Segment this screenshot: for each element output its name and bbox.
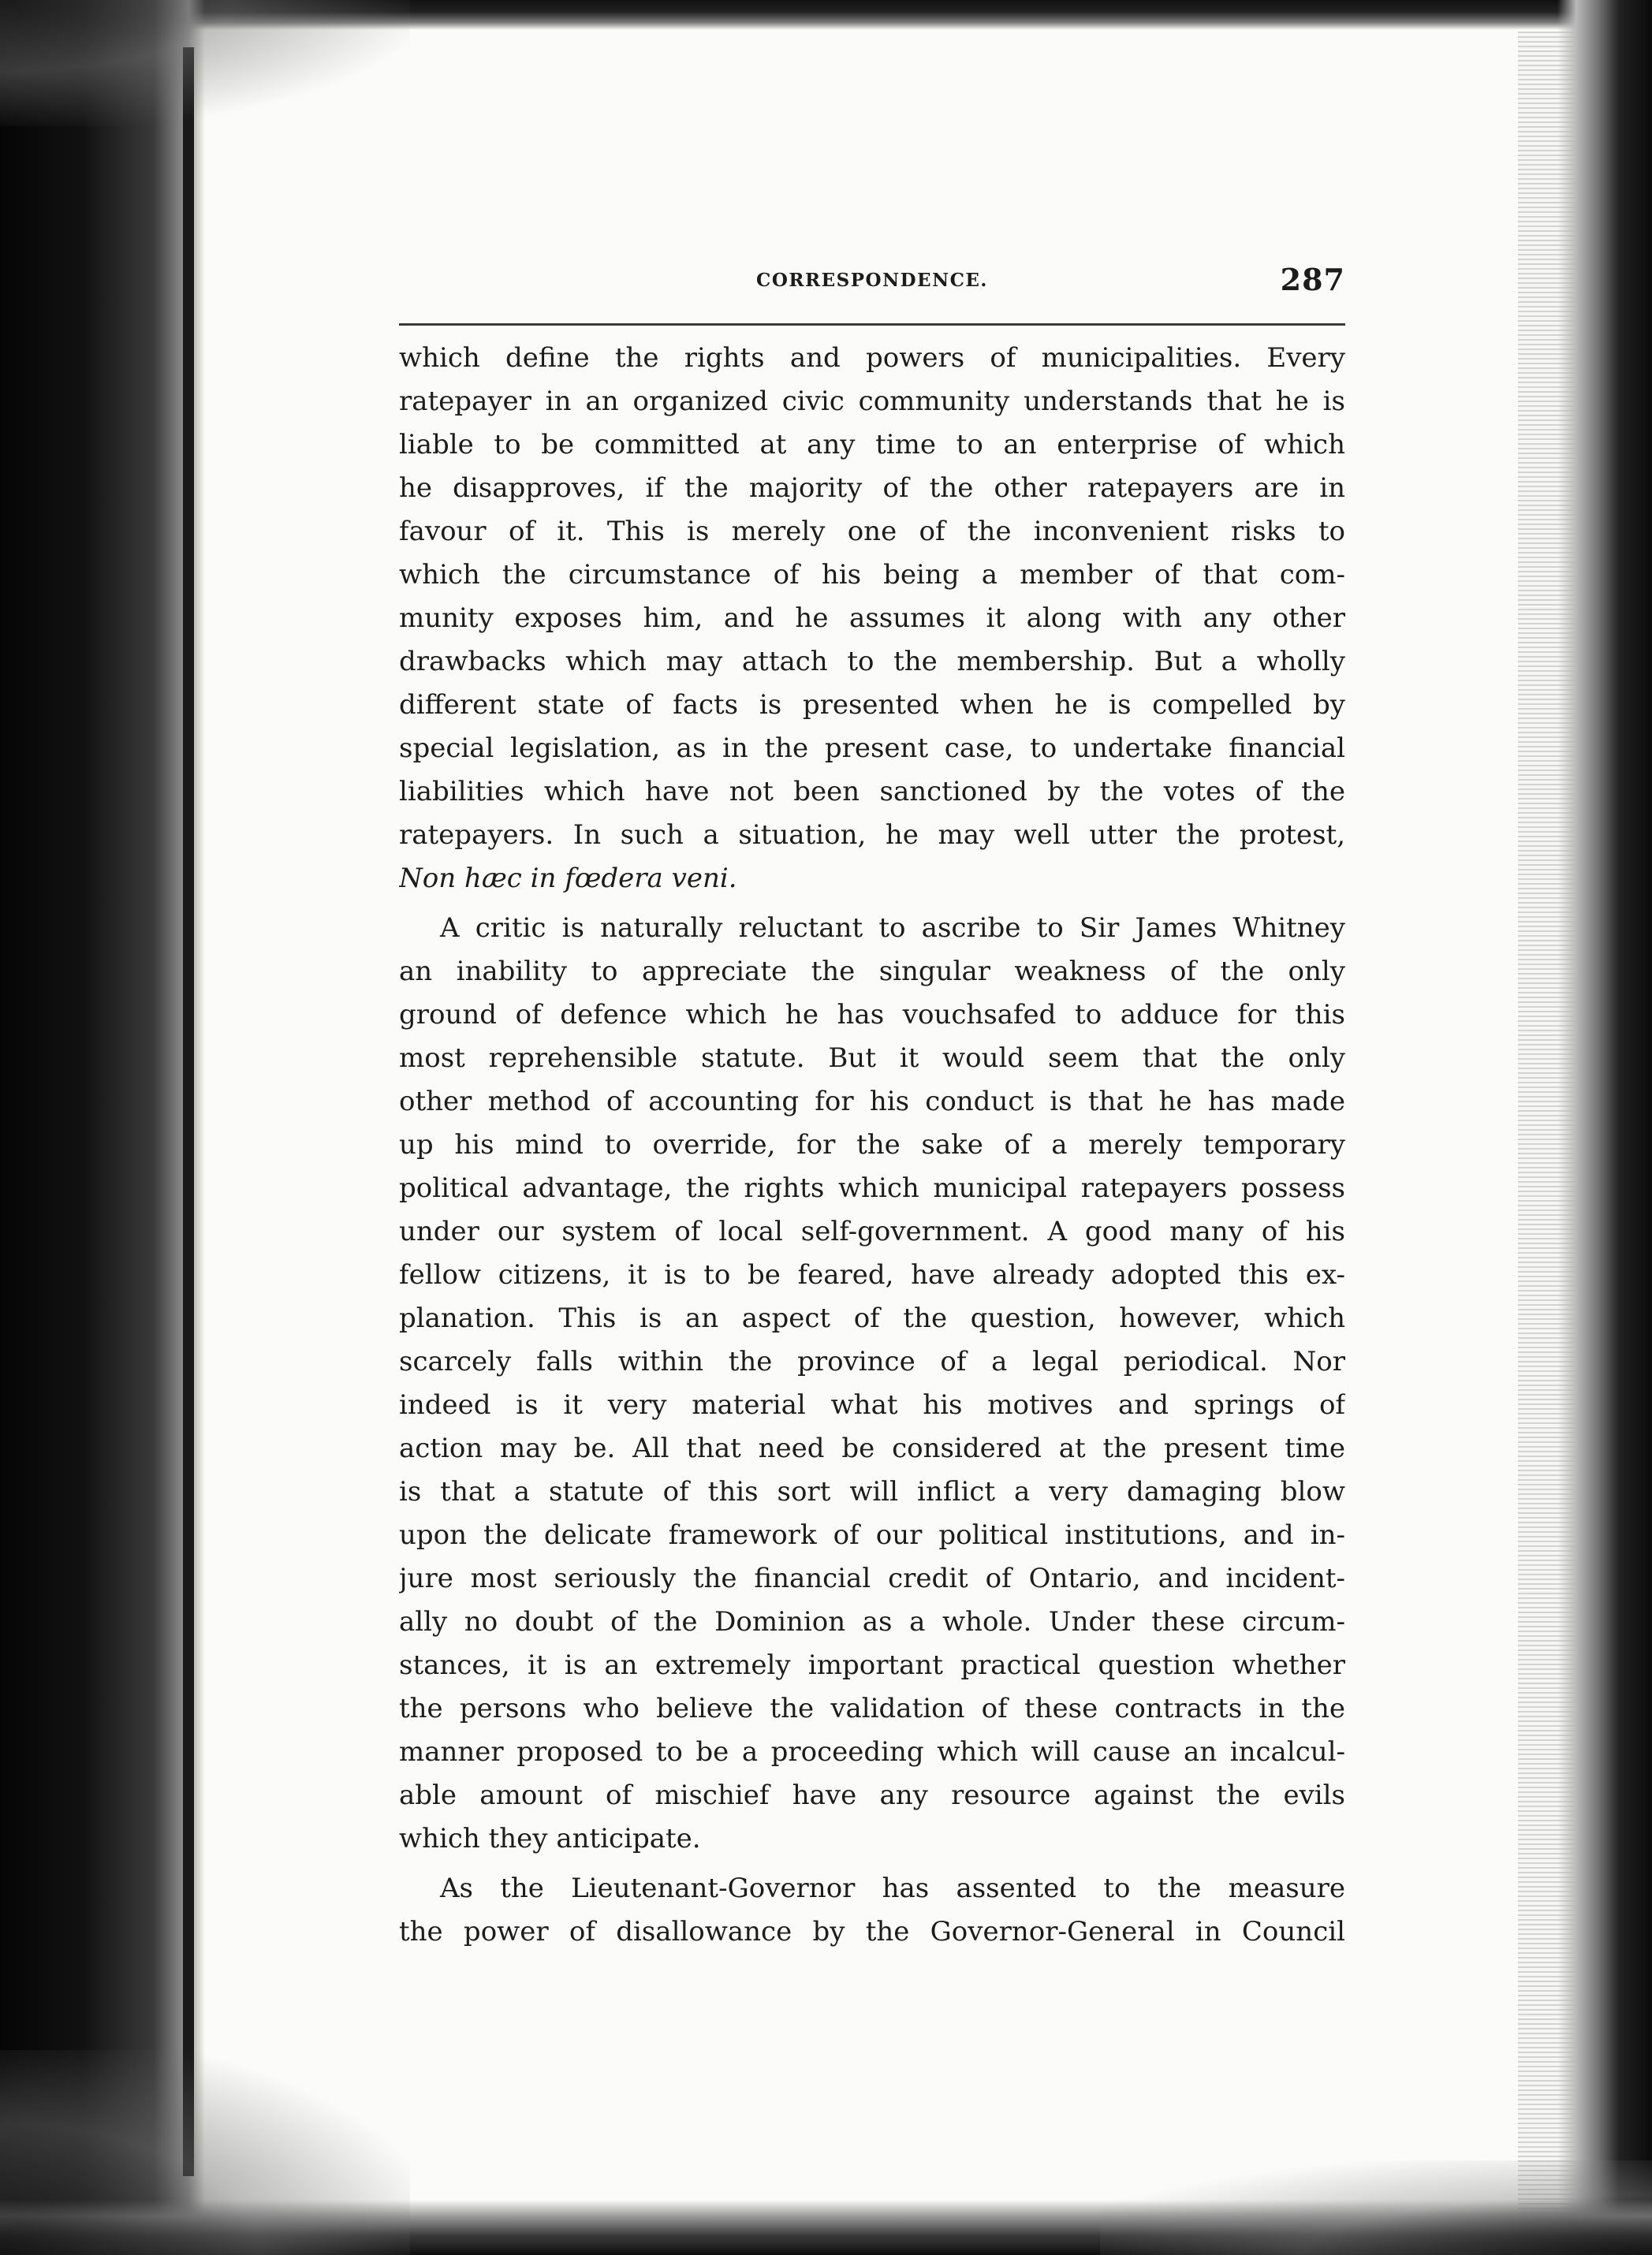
text-line: fellow citizens, it is to be feared, have already adopted this ex- (399, 1259, 1345, 1291)
paragraph-2 (399, 907, 1345, 1861)
text-line: which define the rights and powers of municipalities. Every (399, 342, 1345, 374)
text-line: most reprehensible statute. But it would seem that the only (399, 1042, 1345, 1074)
text-line: he disapproves, if the majority of the other ratepayers are in (399, 472, 1345, 504)
text-line: scarcely falls within the province of a legal periodical. Nor (399, 1346, 1345, 1377)
text-line: special legislation, as in the present case, to undertake financial (399, 732, 1345, 764)
text-line: munity exposes him, and he assumes it along with any other (399, 602, 1345, 634)
text-line: planation. This is an aspect of the question, however, which (399, 1303, 1345, 1334)
scan-edge-left-bar (183, 47, 194, 2176)
text-line: an inability to appreciate the singular weakness of the only (399, 956, 1345, 987)
text-line: jure most seriously the financial credit of Ontario, and incident- (399, 1563, 1345, 1594)
text-line: the persons who believe the validation of these contracts in the (399, 1693, 1345, 1724)
text-line: favour of it. This is merely one of the inconvenient risks to (399, 516, 1345, 547)
text-line: ratepayers. In such a situation, he may well utter the protest, (399, 819, 1345, 851)
text-line: manner proposed to be a proceeding which will cause an incalcul- (399, 1736, 1345, 1768)
scan-corner-bottom-left (0, 2050, 410, 2255)
scan-edge-left (0, 0, 205, 2255)
text-line: As the Lieutenant-Governor has assented to the measure (440, 1873, 1345, 1904)
text-line: under our system of local self-government. A good many of his (399, 1216, 1345, 1247)
text-line: upon the delicate framework of our political institutions, and in- (399, 1519, 1345, 1551)
text-line: the power of disallowance by the Governor-General in Council (399, 1916, 1345, 1948)
text-line: other method of accounting for his conduct is that he has made (399, 1086, 1345, 1117)
text-line: ally no doubt of the Dominion as a whole. Under these circum- (399, 1606, 1345, 1638)
paragraph-gap (399, 1861, 1345, 1867)
text-line: which the circumstance of his being a member of that com- (399, 559, 1345, 591)
scan-corner-top-left (0, 0, 410, 126)
text-line: able amount of mischief have any resource against the evils (399, 1780, 1345, 1811)
text-line: A critic is naturally reluctant to ascribe to Sir James Whitney (440, 912, 1345, 944)
paragraph-gap (399, 900, 1345, 907)
header-rule (399, 323, 1345, 326)
paragraph-1 (399, 337, 1345, 900)
text-line: up his mind to override, for the sake of a merely temporary (399, 1129, 1345, 1161)
running-head (399, 262, 1345, 308)
text-line: ground of defence which he has vouchsafed to adduce for this (399, 999, 1345, 1031)
running-title: CORRESPONDENCE. (756, 270, 988, 291)
text-line: different state of facts is presented when he is compelled by (399, 689, 1345, 721)
text-line: ratepayer in an organized civic community understands that he is (399, 386, 1345, 417)
page-number: 287 (1280, 262, 1345, 297)
text-line: stances, it is an extremely important practical question whether (399, 1649, 1345, 1681)
text-line: indeed is it very material what his motives and springs of (399, 1389, 1345, 1421)
text-line: is that a statute of this sort will inflict a very damaging blow (399, 1476, 1345, 1508)
scan-corner-bottom-right (1100, 2160, 1652, 2255)
text-line: liabilities which have not been sanctioned by the votes of the (399, 776, 1345, 807)
paragraph-3 (399, 1867, 1345, 1954)
text-line: drawbacks which may attach to the membership. But a wholly (399, 646, 1345, 677)
text-line: political advantage, the rights which municipal ratepayers possess (399, 1172, 1345, 1204)
page-content (399, 262, 1345, 1954)
text-line: liable to be committed at any time to an enterprise of which (399, 429, 1345, 460)
text-line: which they anticipate. (399, 1823, 701, 1854)
scan-edge-right (1557, 0, 1652, 2255)
text-line: action may be. All that need be considered at the present time (399, 1433, 1345, 1464)
body-text (399, 337, 1345, 1954)
latin-quotation: Non hæc in fœdera veni. (399, 863, 737, 894)
